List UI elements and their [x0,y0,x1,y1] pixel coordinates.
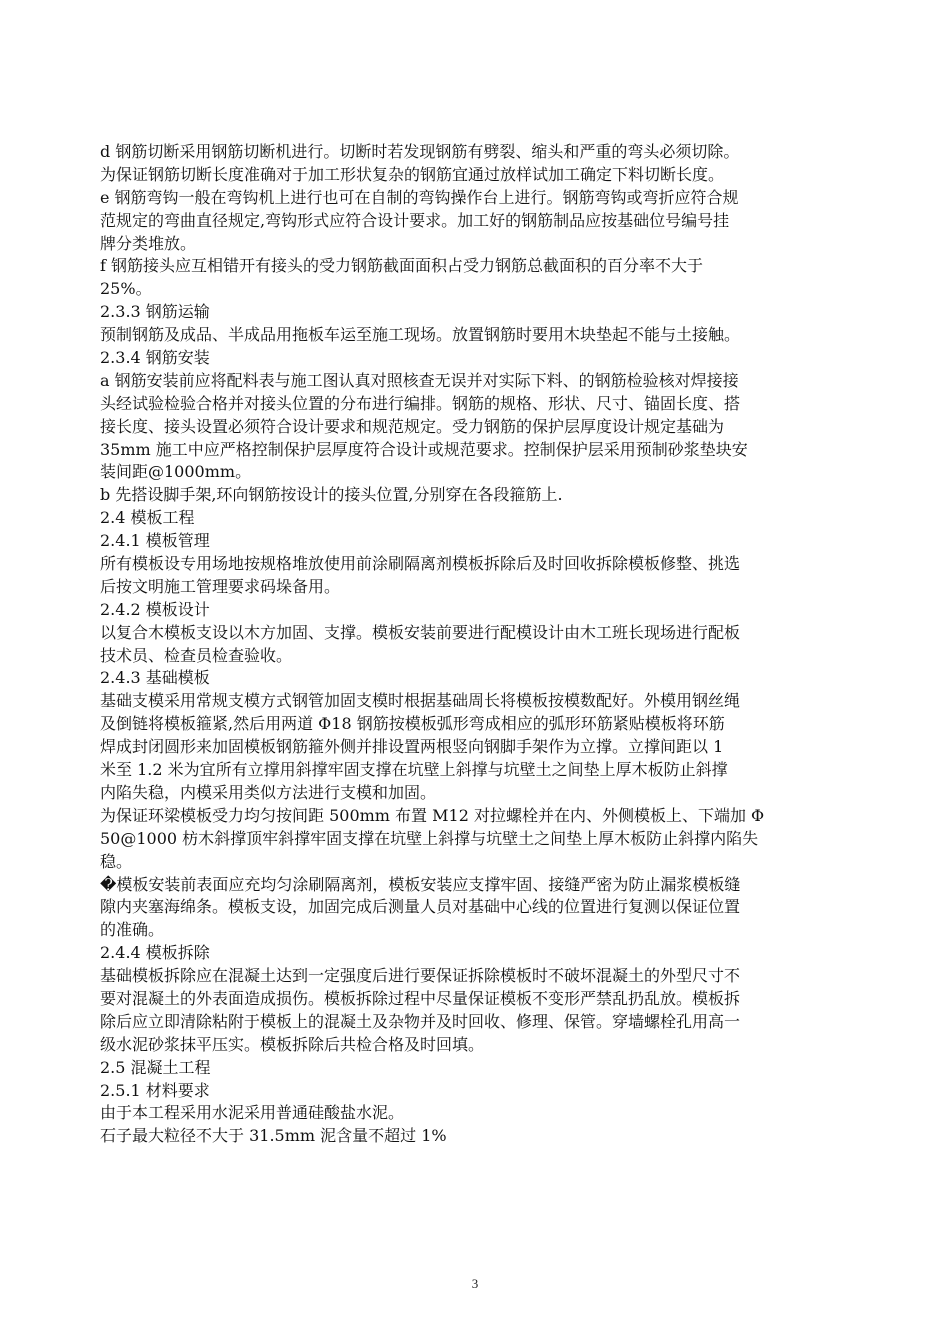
text-line: 2.5 混凝土工程 [100,1057,211,1077]
text-line: 所有模板设专用场地按规格堆放使用前涂刷隔离剂模板拆除后及时回收拆除模板修整、挑选 [100,554,741,574]
text-line: 米至 1.2 米为宜所有立撑用斜撑牢固支撑在坑壁上斜撑与坑壁土之间垫上厚木板防止斜撑 [100,760,728,780]
text-line: 接长度、接头设置必须符合设计要求和规范规定。受力钢筋的保护层厚度设计规定基础为 [100,416,725,436]
text-line: 的准确。 [100,920,165,940]
text-line: f 钢筋接头应互相错开有接头的受力钢筋截面面积占受力钢筋总截面积的百分率不大于 [100,256,704,276]
text-line: 稳。 [100,851,133,871]
text-line: 以复合木模板支设以木方加固、支撑。模板安装前要进行配模设计由木工班长现场进行配板 [100,622,741,642]
text-line: 后按文明施工管理要求码垛备用。 [100,576,341,596]
text-line: 隙内夹塞海绵条。模板支设，加固完成后测量人员对基础中心线的位置进行复测以保证位置 [100,897,741,917]
text-line: 头经试验检验合格并对接头位置的分布进行编排。钢筋的规格、形状、尺寸、锚固长度、搭 [100,393,741,413]
document-body [100,141,870,1148]
text-line: 35mm 施工中应严格控制保护层厚度符合设计或规范要求。控制保护层采用预制砂浆垫块安 [100,439,748,459]
text-line: 及倒链将模板箍紧,然后用两道 Φ18 钢筋按模板弧形弯成相应的弧形环筋紧贴模板将环筋 [100,714,725,734]
text-line: 基础支模采用常规支模方式钢管加固支模时根据基础周长将模板按模数配好。外模用钢丝绳 [100,691,741,711]
text-line: 预制钢筋及成品、半成品用拖板车运至施工现场。放置钢筋时要用木块垫起不能与土接触。 [100,325,741,345]
text-line: 装间距@1000mm。 [100,462,252,482]
text-line: 除后应立即清除粘附于模板上的混凝土及杂物并及时回收、修理、保管。穿墙螺栓孔用高一 [100,1011,741,1031]
text-line: 要对混凝土的外表面造成损伤。模板拆除过程中尽量保证模板不变形严禁乱扔乱放。模板拆 [100,988,741,1008]
text-line: 50@1000 枋木斜撑顶牢斜撑牢固支撑在坑壁上斜撑与坑壁土之间垫上厚木板防止斜撑内陷失 [100,828,759,848]
text-line: 2.5.1 材料要求 [100,1080,210,1100]
page-number: 3 [471,1276,479,1291]
text-line: 范规定的弯曲直径规定,弯钩形式应符合设计要求。加工好的钢筋制品应按基础位号编号挂 [100,210,730,230]
text-line: 内陷失稳，内模采用类似方法进行支模和加固。 [100,782,437,802]
text-line: 2.3.4 钢筋安装 [100,348,210,368]
text-line: 2.4 模板工程 [100,508,195,528]
text-line: 2.4.4 模板拆除 [100,943,210,963]
text-line: 为保证钢筋切断长度准确对于加工形状复杂的钢筋宜通过放样试加工确定下料切断长度。 [100,164,725,184]
text-line: 2.3.3 钢筋运输 [100,302,210,322]
text-line: �模板安装前表面应充均匀涂刷隔离剂，模板安装应支撑牢固、接缝严密为防止漏浆模板缝 [100,874,741,894]
text-line: 25%。 [100,279,152,299]
text-line: b 先搭设脚手架,环向钢筋按设计的接头位置,分别穿在各段箍筋上. [100,485,563,505]
text-line: e 钢筋弯钩一般在弯钩机上进行也可在自制的弯钩操作台上进行。钢筋弯钩或弯折应符合规 [100,187,739,207]
text-line: 2.4.2 模板设计 [100,599,210,619]
text-line: 由于本工程采用水泥采用普通硅酸盐水泥。 [100,1103,405,1123]
text-line: 为保证环梁模板受力均匀按间距 500mm 布置 M12 对拉螺栓并在内、外侧模板上、下端加 Φ [100,805,765,825]
text-line: 焊成封闭圆形来加固模板钢筋箍外侧并排设置两根竖向钢脚手架作为立撑。立撑间距以 1 [100,737,724,757]
text-line: 2.4.3 基础模板 [100,668,210,688]
text-line: 牌分类堆放。 [100,233,197,253]
text-line: 级水泥砂浆抹平压实。模板拆除后共检合格及时回填。 [100,1034,485,1054]
text-line: d 钢筋切断采用钢筋切断机进行。切断时若发现钢筋有劈裂、缩头和严重的弯头必须切除。 [100,142,740,161]
text-line: a 钢筋安装前应将配料表与施工图认真对照核查无误并对实际下料、的钢筋检验核对焊接接 [100,370,739,390]
text-line: 技术员、检查员检查验收。 [100,645,293,665]
text-line: 石子最大粒径不大于 31.5mm 泥含量不超过 1% [100,1126,447,1146]
text-line: 基础模板拆除应在混凝土达到一定强度后进行要保证拆除模板时不破坏混凝土的外型尺寸不 [100,966,741,986]
text-line: 2.4.1 模板管理 [100,531,210,551]
